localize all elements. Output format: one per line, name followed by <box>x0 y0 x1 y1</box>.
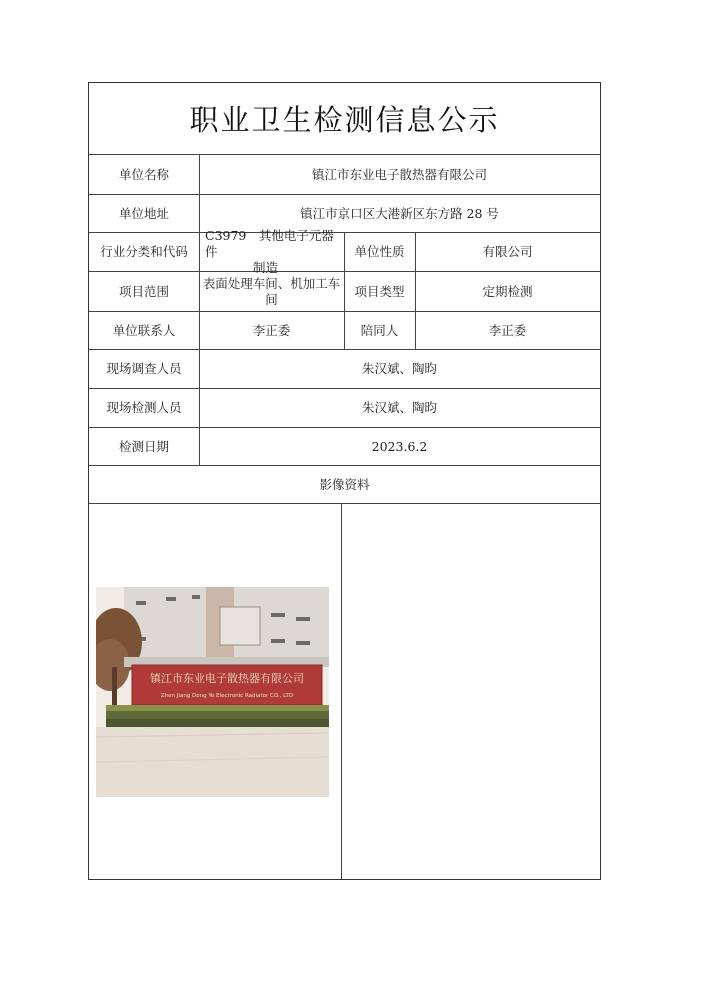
project-type-label: 项目类型 <box>354 283 405 299</box>
project-scope-value-line1: 表面处理车间、机加工车 <box>202 275 341 291</box>
row-test-date <box>89 428 600 466</box>
escort-value: 李正委 <box>488 322 527 338</box>
row-industry <box>89 228 600 275</box>
industry-value-line2: 制造 <box>253 260 279 275</box>
company-sign-photo <box>96 587 329 797</box>
row-images-header <box>89 466 600 504</box>
unit-nature-label: 单位性质 <box>354 244 405 259</box>
row-contact <box>89 312 600 350</box>
test-staff-label: 现场检测人员 <box>106 400 182 415</box>
project-scope-label: 项目范围 <box>118 283 169 299</box>
contact-value: 李正委 <box>252 322 291 338</box>
unit-name-value: 镇江市东业电子散热器有限公司 <box>311 166 487 182</box>
row-unit-name <box>89 155 600 195</box>
disclosure-form <box>88 82 601 880</box>
images-area <box>89 504 600 879</box>
unit-nature-value: 有限公司 <box>482 244 533 259</box>
contact-label: 单位联系人 <box>112 322 176 338</box>
page-title: 职业卫生检测信息公示 <box>89 83 600 155</box>
survey-staff-value: 朱汉斌、陶昀 <box>361 361 437 376</box>
test-date-value: 2023.6.2 <box>371 438 428 454</box>
survey-staff-label: 现场调查人员 <box>106 361 182 376</box>
industry-value <box>199 228 344 275</box>
images-label: 影像资料 <box>319 476 370 492</box>
unit-name-label: 单位名称 <box>118 166 169 182</box>
unit-address-label: 单位地址 <box>118 205 169 221</box>
project-type-value: 定期检测 <box>482 283 533 299</box>
test-date-label: 检测日期 <box>118 438 169 454</box>
industry-value-line1: C3979 其他电子元器件 <box>205 228 334 259</box>
project-scope-value <box>199 272 344 311</box>
escort-label: 陪同人 <box>360 322 399 338</box>
row-project-scope <box>89 272 600 312</box>
row-test-staff <box>89 389 600 428</box>
sign-text: 镇江市东业电子散热器有限公司 <box>150 672 304 685</box>
row-unit-address <box>89 195 600 233</box>
project-scope-value-line2: 间 <box>265 291 278 307</box>
unit-address-value: 镇江市京口区大港新区东方路 28 号 <box>300 205 499 221</box>
industry-label: 行业分类和代码 <box>100 244 188 259</box>
row-survey-staff <box>89 350 600 389</box>
test-staff-value: 朱汉斌、陶昀 <box>361 400 437 415</box>
sign-text-en: Zhen Jiang Dong Ye Electronic Radiator CO., LTD <box>160 693 294 699</box>
